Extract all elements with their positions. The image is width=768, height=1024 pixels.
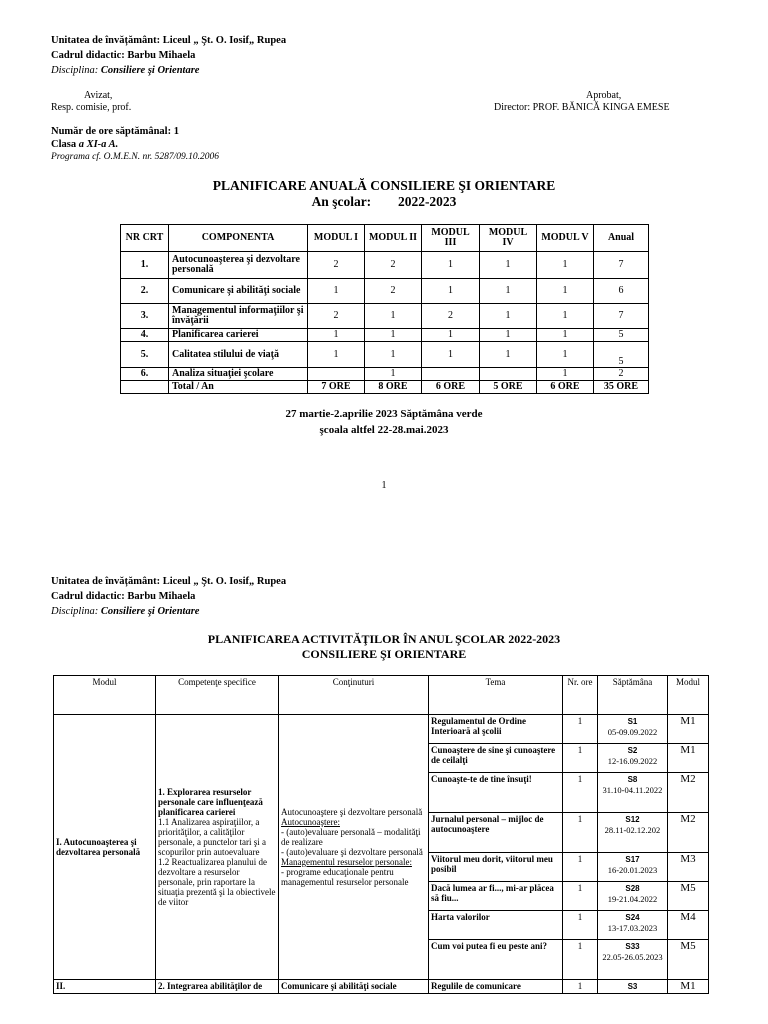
row-m1: 1 [308, 342, 365, 368]
activity-plan-table [53, 675, 709, 994]
module-code-cell: M5 [668, 940, 709, 980]
tema-cell: Harta valorilor [429, 911, 563, 940]
row-m3 [422, 368, 480, 381]
row-nr: 1. [121, 252, 169, 279]
table-row [121, 252, 649, 279]
ore-cell: 1 [563, 813, 598, 853]
content-sub-1: Autocunoaştere: [281, 817, 340, 827]
week-code: S28 [625, 884, 640, 893]
row-anual: 7 [594, 304, 649, 329]
table-row [121, 304, 649, 329]
table-header-row [121, 225, 649, 252]
row-m1: 1 [308, 279, 365, 304]
row-m2: 1 [365, 368, 422, 381]
tema-cell: Viitorul meu dorit, viitorul meu posibil [429, 853, 563, 882]
school-label: Unitatea de învățământ: [51, 35, 161, 46]
page-title: PLANIFICARE ANUALĂ CONSILIERE ŞI ORIENTARE [212, 178, 556, 193]
modul-cell: II. [54, 980, 156, 994]
row-m1: 2 [308, 252, 365, 279]
row-m4: 1 [480, 304, 537, 329]
page-number: 1 [381, 480, 387, 491]
director-name: Director: PROF. BĂNICĂ KINGA EMESE [494, 102, 670, 113]
ore-cell: 1 [563, 715, 598, 744]
row-anual: 5 [594, 342, 649, 368]
week-cell [598, 813, 668, 853]
row-anual: 2 [594, 368, 649, 381]
resp-comisie: Resp. comisie, prof. [51, 102, 132, 113]
tema-cell: Regulile de comunicare [429, 980, 563, 994]
week-dates: 12-16.09.2022 [607, 756, 658, 766]
ore-cell: 1 [563, 882, 598, 911]
module-code-cell: M2 [668, 773, 709, 813]
continuturi-cell [279, 715, 429, 980]
discipline-line [51, 604, 286, 619]
week-code: S1 [627, 717, 638, 726]
ore-cell: 1 [563, 980, 598, 994]
competente-cell: 2. Integrarea abilităţilor de [156, 980, 279, 994]
discipline-name: Consiliere şi Orientare [100, 65, 200, 76]
row-m2: 1 [365, 329, 422, 342]
competence-1-1: 1.1 Analizarea aspiraţiilor, a priorităţilor, a calităţilor personale, a punctelor tari şi a scopurilor prin autoevaluare [158, 817, 266, 857]
school-line [51, 574, 286, 589]
row-m2: 2 [365, 252, 422, 279]
tema-cell: Cunoaşte-te de tine însuţi! [429, 773, 563, 813]
row-component: Analiza situaţiei şcolare [169, 368, 308, 381]
header-modul-code: Modul [668, 676, 709, 715]
row-component: Autocunoaşterea şi dezvoltare personală [169, 252, 308, 279]
week-code: S24 [625, 913, 640, 922]
row-m2: 1 [365, 342, 422, 368]
row-m5: 1 [537, 329, 594, 342]
row-m1 [308, 368, 365, 381]
row-component: Planificarea carierei [169, 329, 308, 342]
discipline-name: Consiliere şi Orientare [100, 606, 200, 617]
week-code: S3 [627, 982, 638, 991]
header-modul: Modul [54, 676, 156, 715]
content-line-2: - (auto)evaluare şi dezvoltare personală [281, 847, 423, 857]
school-name: Liceul „ Şt. O. Iosif„ Rupea [162, 576, 287, 587]
table-row [54, 980, 709, 994]
activity-plan-title: PLANIFICAREA ACTIVITĂŢILOR ÎN ANUL ŞCOLAR 2022-2023 [207, 632, 561, 646]
row-component: Comunicare şi abilităţi sociale [169, 279, 308, 304]
module-code-cell: M1 [668, 715, 709, 744]
school-year [0, 194, 768, 210]
table-total-row [121, 381, 649, 394]
module-code-cell: M1 [668, 744, 709, 773]
row-nr: 5. [121, 342, 169, 368]
discipline-line [51, 63, 286, 78]
row-m2: 1 [365, 304, 422, 329]
week-cell [598, 853, 668, 882]
content-sub-2: Managementul resurselor personale: [281, 857, 412, 867]
module-code-cell: M4 [668, 911, 709, 940]
row-component: Managementul informaţiilor şi învăţării [169, 304, 308, 329]
teacher-line [51, 48, 286, 63]
week-dates: 13-17.03.2023 [607, 923, 658, 933]
row-m1: 1 [308, 329, 365, 342]
aprobat-label: Aprobat, [586, 90, 622, 101]
total-m1: 7 ORE [308, 381, 365, 394]
week-cell [598, 744, 668, 773]
table-row [121, 368, 649, 381]
week-cell [598, 980, 668, 994]
row-m3: 2 [422, 304, 480, 329]
row-m4: 1 [480, 252, 537, 279]
class-line [51, 138, 219, 151]
competence-1-2: 1.2 Reactualizarea planului de dezvoltare a resurselor personale, prin raportare la situaţia prezentă şi la obiectivele de viitor [158, 857, 276, 907]
modul-cell: I. Autocunoaşterea şi dezvoltarea personală [54, 715, 156, 980]
school-name: Liceul „ Şt. O. Iosif„ Rupea [162, 35, 287, 46]
week-cell [598, 715, 668, 744]
row-m5: 1 [537, 368, 594, 381]
week-cell [598, 911, 668, 940]
week-cell [598, 940, 668, 980]
week-code: S8 [627, 775, 638, 784]
table-row [121, 329, 649, 342]
content-title: Autocunoaştere şi dezvoltare personală [281, 807, 423, 817]
teacher-name: Barbu Mihaela [127, 50, 196, 61]
module-code-cell: M3 [668, 853, 709, 882]
row-component: Calitatea stilului de viaţă [169, 342, 308, 368]
tema-cell: Regulamentul de Ordine Interioară al şcolii [429, 715, 563, 744]
ore-cell: 1 [563, 911, 598, 940]
activity-plan-subtitle: CONSILIERE ŞI ORIENTARE [301, 647, 467, 661]
total-m3: 6 ORE [422, 381, 480, 394]
header-modul-4: MODUL IV [480, 225, 537, 252]
teacher-name: Barbu Mihaela [127, 591, 196, 602]
row-anual: 7 [594, 252, 649, 279]
discipline-label: Disciplina: [51, 65, 99, 76]
row-m1: 2 [308, 304, 365, 329]
week-dates: 16-20.01.2023 [607, 865, 658, 875]
week-dates: 31.10-04.11.2022 [602, 785, 663, 795]
tema-cell: Jurnalul personal – mijloc de autocunoaştere [429, 813, 563, 853]
row-nr: 3. [121, 304, 169, 329]
header-nr: NR CRT [121, 225, 169, 252]
total-empty [121, 381, 169, 394]
header-tema: Tema [429, 676, 563, 715]
header-competente: Competenţe specifice [156, 676, 279, 715]
teacher-label: Cadrul didactic: [51, 591, 125, 602]
tema-cell: Dacă lumea ar fi..., mi-ar plăcea să fiu... [429, 882, 563, 911]
content-line-3: - programe educaţionale pentru managementul resurselor personale [281, 867, 409, 887]
course-info [51, 125, 219, 164]
module-code-cell: M5 [668, 882, 709, 911]
class-value: a XI-a A. [78, 139, 119, 150]
week-dates: 22.05-26.05.2023 [602, 952, 663, 962]
week-code: S17 [625, 855, 640, 864]
school-label: Unitatea de învățământ: [51, 576, 161, 587]
weekly-hours: Număr de ore săptămânal: 1 [51, 126, 179, 137]
total-m4: 5 ORE [480, 381, 537, 394]
header-modul-3: MODUL III [422, 225, 480, 252]
row-m2: 2 [365, 279, 422, 304]
ore-cell: 1 [563, 853, 598, 882]
teacher-label: Cadrul didactic: [51, 50, 125, 61]
ore-cell: 1 [563, 744, 598, 773]
week-dates: 05-09.09.2022 [607, 727, 658, 737]
school-line [51, 33, 286, 48]
row-nr: 6. [121, 368, 169, 381]
programa: Programa cf. O.M.E.N. nr. 5287/09.10.2006 [51, 152, 220, 162]
week-cell [598, 882, 668, 911]
discipline-label: Disciplina: [51, 606, 99, 617]
row-m5: 1 [537, 342, 594, 368]
table-row [121, 279, 649, 304]
ore-cell: 1 [563, 773, 598, 813]
row-m4: 1 [480, 329, 537, 342]
row-m3: 1 [422, 342, 480, 368]
page-2 [0, 520, 768, 1024]
tema-cell: Cum voi putea fi eu peste ani? [429, 940, 563, 980]
module-code-cell: M2 [668, 813, 709, 853]
row-m3: 1 [422, 279, 480, 304]
total-anual: 35 ORE [594, 381, 649, 394]
week-code: S12 [625, 815, 640, 824]
document-header [51, 33, 286, 78]
row-m4: 1 [480, 279, 537, 304]
week-cell [598, 773, 668, 813]
module-code-cell: M1 [668, 980, 709, 994]
header-nr-ore: Nr. ore [563, 676, 598, 715]
row-nr: 4. [121, 329, 169, 342]
school-altfel-note: şcoala altfel 22-28.mai.2023 [319, 424, 449, 436]
row-m4 [480, 368, 537, 381]
total-label: Total / An [169, 381, 308, 394]
ore-cell: 1 [563, 940, 598, 980]
header-componenta: COMPONENTA [169, 225, 308, 252]
row-nr: 2. [121, 279, 169, 304]
table-row [121, 342, 649, 368]
total-m5: 6 ORE [537, 381, 594, 394]
row-m5: 1 [537, 252, 594, 279]
school-year-value: 2022-2023 [397, 194, 457, 209]
teacher-line [51, 589, 286, 604]
row-anual: 6 [594, 279, 649, 304]
week-code: S2 [627, 746, 638, 755]
row-m3: 1 [422, 252, 480, 279]
table-header-row [54, 676, 709, 715]
tema-cell: Cunoaştere de sine şi cunoaştere de ceilalţi [429, 744, 563, 773]
header-modul-1: MODUL I [308, 225, 365, 252]
row-m5: 1 [537, 304, 594, 329]
header-continuturi: Conţinuturi [279, 676, 429, 715]
competence-title: 1. Explorarea resurselor personale care influenţează planificarea carierei [158, 787, 263, 817]
row-m3: 1 [422, 329, 480, 342]
school-year-label: An şcolar: [311, 194, 372, 209]
row-m4: 1 [480, 342, 537, 368]
document-header-2 [51, 574, 286, 619]
avizat-label: Avizat, [84, 90, 113, 101]
competente-cell [156, 715, 279, 980]
row-m5: 1 [537, 279, 594, 304]
week-dates: 28.11-02.12.202 [604, 825, 661, 835]
table-row [54, 715, 709, 744]
header-modul-2: MODUL II [365, 225, 422, 252]
total-m2: 8 ORE [365, 381, 422, 394]
green-week-note: 27 martie-2.aprilie 2023 Săptămâna verde [285, 408, 483, 420]
week-dates: 19-21.04.2022 [607, 894, 658, 904]
continuturi-cell: Comunicare şi abilităţi sociale [279, 980, 429, 994]
header-anual: Anual [594, 225, 649, 252]
row-anual: 5 [594, 329, 649, 342]
content-line-1: - (auto)evaluare personală – modalităţi de realizare [281, 827, 421, 847]
week-code: S33 [625, 942, 640, 951]
class-label: Clasa [51, 139, 77, 150]
header-saptamana: Săptămâna [598, 676, 668, 715]
header-modul-5: MODUL V [537, 225, 594, 252]
annual-plan-table [120, 224, 649, 394]
